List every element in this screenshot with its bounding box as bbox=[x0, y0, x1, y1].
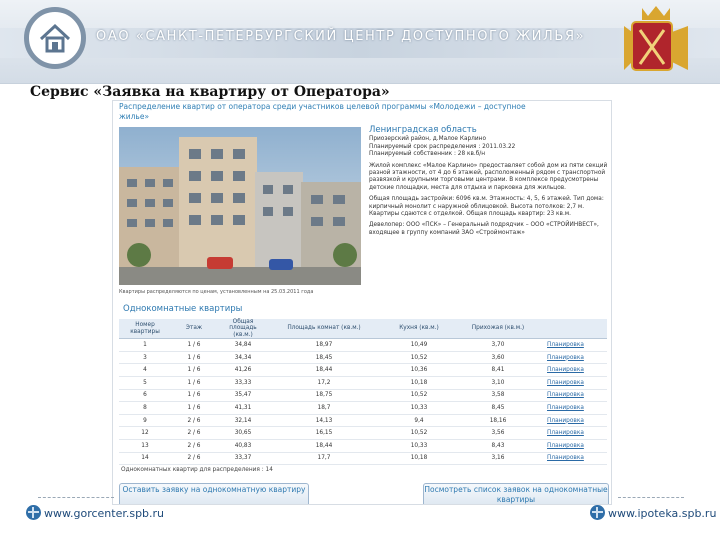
table-row bbox=[119, 439, 607, 452]
table-cell: 2 / 6 bbox=[171, 452, 217, 465]
floor-plan-link[interactable]: Планировка bbox=[537, 339, 607, 352]
footer-link-gorcenter[interactable]: www.gorcenter.spb.ru bbox=[44, 507, 165, 520]
table-cell: 10,52 bbox=[379, 351, 459, 364]
table-cell: 18,44 bbox=[269, 364, 379, 377]
table-cell: 3,58 bbox=[459, 389, 537, 402]
column-header: Площадь комнат (кв.м.) bbox=[269, 319, 379, 339]
description-paragraph: Жилой комплекс «Малое Карлино» предоставляет собой дом из пяти секций разной этажности, от 4 до 6 этажей, расположенный рядом с транспортной развязкой и крупными торговыми центрами. В комплексе предусмотрены детские площадки, места для отдыха и парковка для жильцов. bbox=[369, 162, 608, 191]
info-line: Планируемый срок распределения : 2011.03.22 bbox=[369, 143, 516, 150]
floor-plan-link[interactable]: Планировка bbox=[537, 402, 607, 415]
column-header: Номер квартиры bbox=[119, 319, 171, 339]
page-title: Сервис «Заявка на квартиру от Оператора» bbox=[30, 84, 390, 100]
column-header: Прихожая (кв.м.) bbox=[459, 319, 537, 339]
info-line: Планируемый собственник : 28 кв.б/н bbox=[369, 151, 486, 158]
table-cell: 10,36 bbox=[379, 364, 459, 377]
table-cell: 13 bbox=[119, 439, 171, 452]
floor-plan-link[interactable]: Планировка bbox=[537, 414, 607, 427]
column-header: Кухня (кв.м.) bbox=[379, 319, 459, 339]
table-cell: 8 bbox=[119, 402, 171, 415]
table-cell: 12 bbox=[119, 427, 171, 440]
footer-divider bbox=[618, 497, 684, 498]
table-cell: 10,18 bbox=[379, 377, 459, 390]
screenshot-panel bbox=[112, 100, 612, 505]
globe-icon bbox=[26, 505, 41, 520]
table-cell: 10,49 bbox=[379, 339, 459, 352]
table-row bbox=[119, 351, 607, 364]
table-cell: 17,7 bbox=[269, 452, 379, 465]
floor-plan-link[interactable]: Планировка bbox=[537, 439, 607, 452]
table-cell: 2 / 6 bbox=[171, 414, 217, 427]
table-cell: 33,37 bbox=[217, 452, 269, 465]
organization-title: ОАО «САНКТ-ПЕТЕРБУРГСКИЙ ЦЕНТР ДОСТУПНОГО ЖИЛЬЯ» bbox=[96, 29, 586, 44]
table-cell: 30,65 bbox=[217, 427, 269, 440]
table-row bbox=[119, 364, 607, 377]
apartments-count: Однокомнатных квартир для распределения : 14 bbox=[121, 467, 273, 473]
table-row bbox=[119, 427, 607, 440]
footer-link-ipoteka[interactable]: www.ipoteka.spb.ru bbox=[608, 507, 717, 520]
table-cell: 1 / 6 bbox=[171, 364, 217, 377]
table-cell: 1 / 6 bbox=[171, 351, 217, 364]
house-logo-icon bbox=[24, 7, 86, 69]
info-line: Приозерский район, д.Малое Карлино bbox=[369, 136, 486, 143]
apartments-table bbox=[119, 319, 607, 465]
photo-caption: Квартиры распределяются по ценам, установленным на 25.03.2011 года bbox=[119, 289, 314, 295]
table-cell: 18,45 bbox=[269, 351, 379, 364]
table-cell: 18,44 bbox=[269, 439, 379, 452]
table-cell: 3,16 bbox=[459, 452, 537, 465]
table-cell: 16,15 bbox=[269, 427, 379, 440]
table-cell: 10,18 bbox=[379, 452, 459, 465]
table-cell: 1 bbox=[119, 339, 171, 352]
column-header: Общая площадь (кв.м.) bbox=[217, 319, 269, 339]
table-cell: 3 bbox=[119, 351, 171, 364]
table-cell: 2 / 6 bbox=[171, 427, 217, 440]
table-cell: 8,41 bbox=[459, 364, 537, 377]
table-cell: 14 bbox=[119, 452, 171, 465]
table-cell: 9,4 bbox=[379, 414, 459, 427]
globe-icon bbox=[590, 505, 605, 520]
table-cell: 1 / 6 bbox=[171, 389, 217, 402]
column-header: Этаж bbox=[171, 319, 217, 339]
column-header bbox=[537, 319, 607, 339]
specs-paragraph: Общая площадь застройки: 6096 кв.м. Этажность: 4, 5, 6 этажей. Тип дома: кирпичный монолит с наружной облицовкой. Высота потолков: 2,7 м. Квартиры сдаются с отделкой. Общая площадь квартир: 23 кв.м. bbox=[369, 196, 604, 218]
floor-plan-link[interactable]: Планировка bbox=[537, 377, 607, 390]
view-requests-button[interactable]: Посмотреть список заявок на однокомнатные квартиры bbox=[423, 483, 609, 505]
table-cell: 40,83 bbox=[217, 439, 269, 452]
table-cell: 10,52 bbox=[379, 389, 459, 402]
table-row bbox=[119, 377, 607, 390]
screenshot-heading: Распределение квартир от оператора среди участников целевой программы «Молодежи – доступное жилье» bbox=[119, 102, 526, 121]
floor-plan-link[interactable]: Планировка bbox=[537, 452, 607, 465]
table-row bbox=[119, 389, 607, 402]
table-cell: 41,26 bbox=[217, 364, 269, 377]
table-cell: 14,13 bbox=[269, 414, 379, 427]
object-info bbox=[369, 127, 609, 292]
table-cell: 18,97 bbox=[269, 339, 379, 352]
table-cell: 32,14 bbox=[217, 414, 269, 427]
table-cell: 10,52 bbox=[379, 427, 459, 440]
table-cell: 6 bbox=[119, 389, 171, 402]
footer-divider bbox=[38, 497, 114, 498]
table-cell: 8,45 bbox=[459, 402, 537, 415]
table-cell: 34,34 bbox=[217, 351, 269, 364]
floor-plan-link[interactable]: Планировка bbox=[537, 427, 607, 440]
table-row bbox=[119, 402, 607, 415]
table-cell: 17,2 bbox=[269, 377, 379, 390]
floor-plan-link[interactable]: Планировка bbox=[537, 389, 607, 402]
building-photo bbox=[119, 127, 361, 285]
table-cell: 1 / 6 bbox=[171, 377, 217, 390]
table-cell: 33,33 bbox=[217, 377, 269, 390]
table-cell: 3,56 bbox=[459, 427, 537, 440]
table-cell: 10,33 bbox=[379, 402, 459, 415]
table-cell: 35,47 bbox=[217, 389, 269, 402]
header-bar bbox=[0, 0, 720, 84]
submit-request-button[interactable]: Оставить заявку на однокомнатную квартиру bbox=[119, 483, 309, 505]
table-cell: 8,43 bbox=[459, 439, 537, 452]
table-row bbox=[119, 452, 607, 465]
developer-paragraph: Девелопер: ООО «ПСК» – Генеральный подрядчик – ООО «СТРОЙИНВЕСТ», входящее в группу компаний ЗАО «Строймонтаж» bbox=[369, 222, 599, 236]
table-row bbox=[119, 339, 607, 352]
table-cell: 5 bbox=[119, 377, 171, 390]
region-title: Ленинградская область bbox=[369, 125, 477, 135]
table-cell: 4 bbox=[119, 364, 171, 377]
table-cell: 18,16 bbox=[459, 414, 537, 427]
spb-coat-of-arms-icon bbox=[616, 2, 696, 82]
table-cell: 2 / 6 bbox=[171, 439, 217, 452]
table-cell: 9 bbox=[119, 414, 171, 427]
floor-plan-link[interactable]: Планировка bbox=[537, 364, 607, 377]
table-cell: 41,31 bbox=[217, 402, 269, 415]
table-cell: 3,60 bbox=[459, 351, 537, 364]
table-cell: 34,84 bbox=[217, 339, 269, 352]
table-cell: 18,75 bbox=[269, 389, 379, 402]
table-header-row bbox=[119, 319, 607, 339]
table-row bbox=[119, 414, 607, 427]
floor-plan-link[interactable]: Планировка bbox=[537, 351, 607, 364]
table-cell: 1 / 6 bbox=[171, 339, 217, 352]
table-cell: 3,10 bbox=[459, 377, 537, 390]
table-cell: 18,7 bbox=[269, 402, 379, 415]
table-cell: 1 / 6 bbox=[171, 402, 217, 415]
table-cell: 10,33 bbox=[379, 439, 459, 452]
section-title: Однокомнатные квартиры bbox=[123, 304, 243, 314]
table-cell: 3,70 bbox=[459, 339, 537, 352]
